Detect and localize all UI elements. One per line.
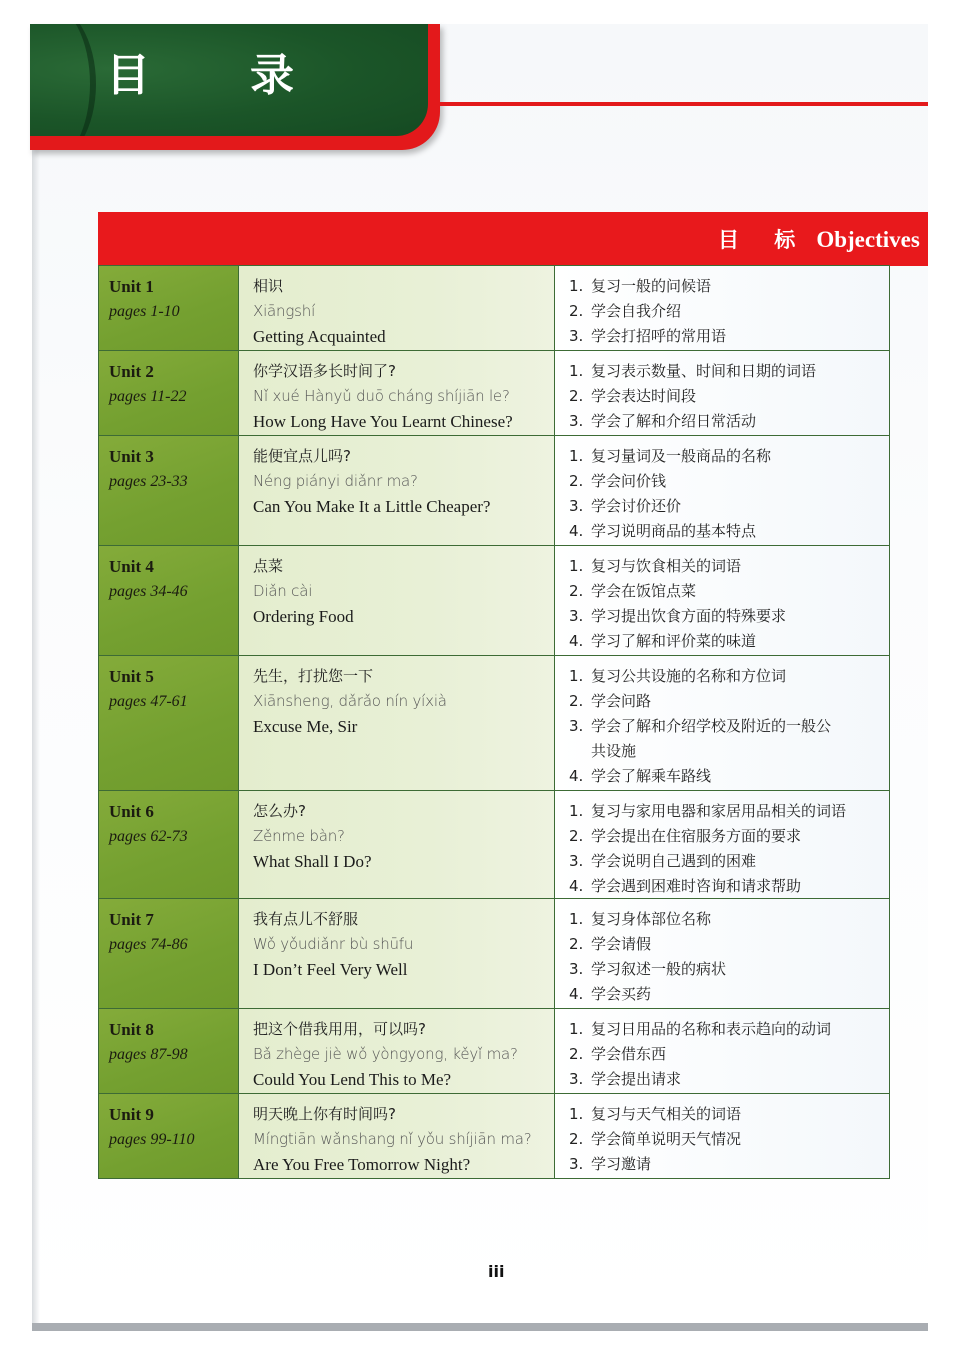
contents-title-block xyxy=(30,24,440,150)
objective-item-continuation: 共设施 xyxy=(591,742,637,760)
objectives-cell xyxy=(555,899,889,1008)
objective-item: 2. 学会在饭馆点菜 xyxy=(569,582,697,600)
toc-row-unit-4[interactable] xyxy=(99,545,889,655)
page-title-char-2: 录 xyxy=(250,50,294,101)
toc-row-unit-7[interactable] xyxy=(99,898,889,1008)
unit-title-cell xyxy=(239,791,555,898)
objective-item: 3. 学会讨价还价 xyxy=(569,497,682,515)
toc-row-unit-9[interactable] xyxy=(99,1093,889,1178)
unit-label: Unit 1 xyxy=(109,277,154,296)
unit-label: Unit 2 xyxy=(109,362,154,381)
unit-title-en: Ordering Food xyxy=(253,607,354,626)
objectives-header-en: Objectives xyxy=(816,227,920,252)
objective-item: 2. 学会问价钱 xyxy=(569,472,667,490)
objectives-cell xyxy=(555,436,889,545)
unit-title-cell xyxy=(239,656,555,790)
objectives-cell xyxy=(555,266,889,350)
unit-title-cn: 明天晚上你有时间吗? xyxy=(253,1105,396,1123)
unit-title-cn: 怎么办? xyxy=(253,802,306,820)
page-bottom-edge xyxy=(32,1323,928,1331)
unit-pages: pages 23-33 xyxy=(109,473,188,490)
unit-title-cn: 你学汉语多长时间了? xyxy=(253,362,396,380)
decorative-swirl xyxy=(30,24,96,136)
unit-title-cell xyxy=(239,546,555,655)
unit-label: Unit 6 xyxy=(109,802,154,821)
objective-item: 3. 学会说明自己遇到的困难 xyxy=(569,852,757,870)
unit-title-en: Could You Lend This to Me? xyxy=(253,1070,452,1089)
objective-item: 1. 复习与家用电器和家居用品相关的词语 xyxy=(569,802,847,820)
objectives-cell xyxy=(555,351,889,435)
objectives-header-label xyxy=(718,226,920,255)
unit-cell xyxy=(99,546,239,655)
unit-label: Unit 9 xyxy=(109,1105,154,1124)
unit-title-cell xyxy=(239,266,555,350)
toc-row-unit-1[interactable] xyxy=(99,265,889,350)
unit-title-pinyin: Diǎn cài xyxy=(253,582,313,600)
objective-item: 1. 复习公共设施的名称和方位词 xyxy=(569,667,787,685)
objective-item: 4. 学习说明商品的基本特点 xyxy=(569,522,757,540)
table-of-contents xyxy=(98,265,890,1179)
unit-cell xyxy=(99,1009,239,1093)
unit-title-cell xyxy=(239,1094,555,1178)
objectives-header-cn: 目 标 xyxy=(718,228,810,252)
unit-title-en: Are You Free Tomorrow Night? xyxy=(253,1155,471,1174)
unit-title-cell xyxy=(239,351,555,435)
toc-row-unit-3[interactable] xyxy=(99,435,889,545)
unit-title-en: How Long Have You Learnt Chinese? xyxy=(253,412,513,431)
unit-title-cn: 相识 xyxy=(253,277,284,295)
unit-pages: pages 11-22 xyxy=(109,388,187,405)
toc-row-unit-5[interactable] xyxy=(99,655,889,790)
objective-item: 2. 学会请假 xyxy=(569,935,652,953)
unit-pages: pages 62-73 xyxy=(109,828,188,845)
objectives-cell xyxy=(555,656,889,790)
objectives-header-band xyxy=(98,212,928,266)
objective-item: 3. 学会了解和介绍学校及附近的一般公 xyxy=(569,717,832,735)
unit-cell xyxy=(99,436,239,545)
page-title-char-1: 目 xyxy=(106,50,150,101)
toc-row-unit-8[interactable] xyxy=(99,1008,889,1093)
unit-cell xyxy=(99,266,239,350)
unit-title-cn: 点菜 xyxy=(253,557,284,575)
unit-title-en: Getting Acquainted xyxy=(253,327,386,346)
title-green-panel xyxy=(30,24,428,136)
unit-cell xyxy=(99,899,239,1008)
page-gutter-shadow xyxy=(32,140,40,1323)
unit-pages: pages 99-110 xyxy=(109,1131,195,1148)
unit-title-pinyin: Xiānsheng, dǎrǎo nín yíxià xyxy=(253,692,447,710)
unit-title-cn: 把这个借我用用，可以吗? xyxy=(253,1020,426,1038)
unit-label: Unit 8 xyxy=(109,1020,154,1039)
objective-item: 3. 学习邀请 xyxy=(569,1155,652,1173)
unit-title-pinyin: Bǎ zhège jiè wǒ yòngyong, kěyǐ ma? xyxy=(253,1045,518,1063)
objective-item: 1. 复习表示数量、时间和日期的词语 xyxy=(569,362,817,380)
unit-title-en: Can You Make It a Little Cheaper? xyxy=(253,497,491,516)
unit-label: Unit 4 xyxy=(109,557,154,576)
unit-pages: pages 1-10 xyxy=(109,303,180,320)
objective-item: 1. 复习身体部位名称 xyxy=(569,910,712,928)
objectives-cell xyxy=(555,791,889,898)
unit-pages: pages 74-86 xyxy=(109,936,188,953)
unit-pages: pages 34-46 xyxy=(109,583,188,600)
objectives-cell xyxy=(555,1009,889,1093)
unit-title-en: Excuse Me, Sir xyxy=(253,717,358,736)
objective-item: 1. 复习与天气相关的词语 xyxy=(569,1105,742,1123)
unit-cell xyxy=(99,656,239,790)
objective-item: 1. 复习与饮食相关的词语 xyxy=(569,557,742,575)
unit-title-cn: 我有点儿不舒服 xyxy=(253,910,359,928)
objective-item: 3. 学习提出饮食方面的特殊要求 xyxy=(569,607,787,625)
toc-row-unit-2[interactable] xyxy=(99,350,889,435)
unit-label: Unit 5 xyxy=(109,667,154,686)
objective-item: 4. 学习了解和评价菜的味道 xyxy=(569,632,757,650)
unit-title-cell xyxy=(239,436,555,545)
objective-item: 2. 学会表达时间段 xyxy=(569,387,697,405)
unit-title-cn: 能便宜点儿吗? xyxy=(253,447,351,465)
unit-title-cell xyxy=(239,1009,555,1093)
unit-pages: pages 87-98 xyxy=(109,1046,188,1063)
unit-label: Unit 3 xyxy=(109,447,154,466)
unit-cell xyxy=(99,1094,239,1178)
objective-item: 1. 复习一般的问候语 xyxy=(569,277,712,295)
unit-cell xyxy=(99,351,239,435)
objectives-cell xyxy=(555,546,889,655)
objective-item: 1. 复习量词及一般商品的名称 xyxy=(569,447,772,465)
objective-item: 2. 学会提出在住宿服务方面的要求 xyxy=(569,827,802,845)
unit-cell xyxy=(99,791,239,898)
objective-item: 4. 学会买药 xyxy=(569,985,652,1003)
unit-title-pinyin: Xiāngshí xyxy=(253,302,316,320)
unit-title-cell xyxy=(239,899,555,1008)
objective-item: 4. 学会了解乘车路线 xyxy=(569,767,712,785)
objective-item: 2. 学会简单说明天气情况 xyxy=(569,1130,742,1148)
objective-item: 2. 学会自我介绍 xyxy=(569,302,682,320)
unit-title-pinyin: Wǒ yǒudiǎnr bù shūfu xyxy=(253,935,414,953)
unit-title-pinyin: Néng piányi diǎnr ma? xyxy=(253,472,418,490)
objective-item: 3. 学习叙述一般的病状 xyxy=(569,960,727,978)
unit-title-pinyin: Zěnme bàn? xyxy=(253,827,345,845)
objectives-cell xyxy=(555,1094,889,1178)
objective-item: 3. 学会提出请求 xyxy=(569,1070,682,1088)
objective-item: 3. 学会打招呼的常用语 xyxy=(569,327,727,345)
title-red-rule xyxy=(440,102,928,106)
unit-title-pinyin: Nǐ xué Hànyǔ duō cháng shíjiān le? xyxy=(253,387,510,405)
objective-item: 2. 学会借东西 xyxy=(569,1045,667,1063)
objective-item: 2. 学会问路 xyxy=(569,692,652,710)
unit-title-cn: 先生，打扰您一下 xyxy=(253,667,374,685)
unit-title-en: What Shall I Do? xyxy=(253,852,372,871)
unit-title-pinyin: Míngtiān wǎnshang nǐ yǒu shíjiān ma? xyxy=(253,1130,532,1148)
objective-item: 3. 学会了解和介绍日常活动 xyxy=(569,412,757,430)
page-number: iii xyxy=(488,1262,505,1281)
objective-item: 1. 复习日用品的名称和表示趋向的动词 xyxy=(569,1020,832,1038)
unit-pages: pages 47-61 xyxy=(109,693,188,710)
objective-item: 4. 学会遇到困难时咨询和请求帮助 xyxy=(569,877,802,895)
unit-label: Unit 7 xyxy=(109,910,154,929)
unit-title-en: I Don’t Feel Very Well xyxy=(253,960,408,979)
toc-row-unit-6[interactable] xyxy=(99,790,889,898)
